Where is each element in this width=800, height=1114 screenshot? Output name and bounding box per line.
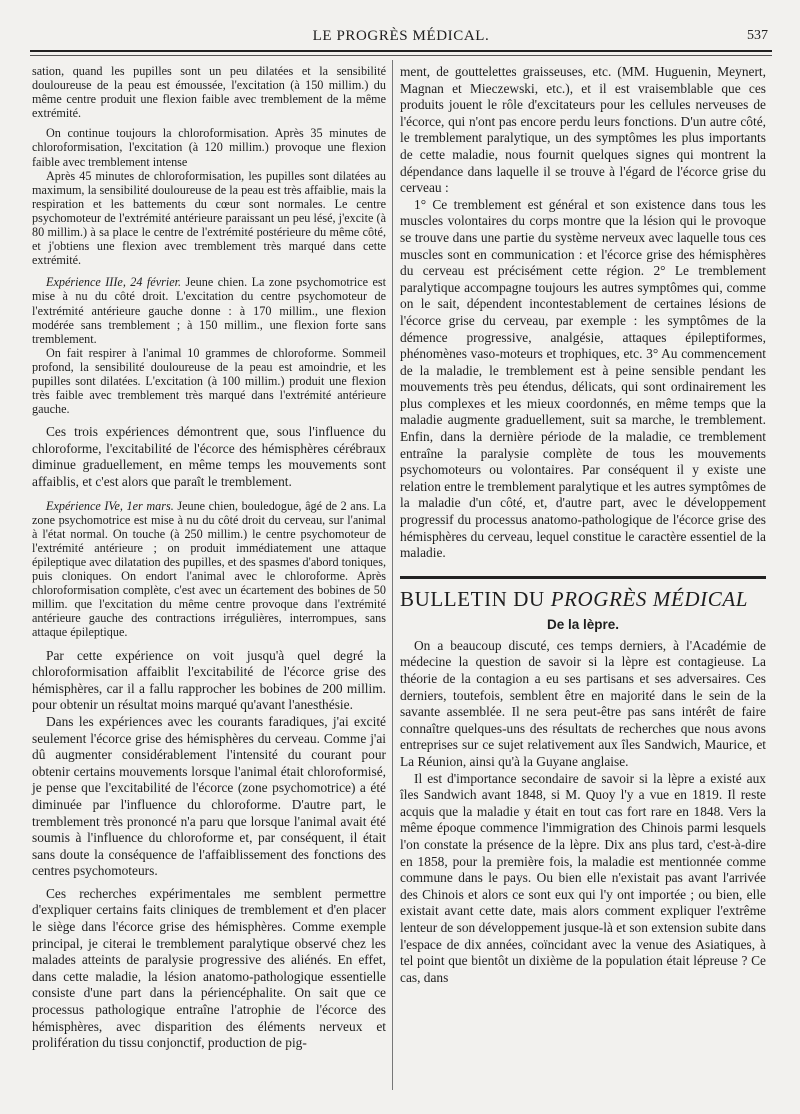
- experiment-paragraph: sation, quand les pupilles sont un peu dilatées et la sensibilité douloureuse de la peau est émoussée, l'excitation (à 150 millim.) du même centre produit une flexion faible avec tremblement de la même extrémité.: [32, 64, 386, 121]
- bulletin-subtitle: De la lèpre.: [546, 616, 620, 632]
- body-paragraph: ment, de gouttelettes graisseuses, etc. (MM. Huguenin, Meynert, Magnan et Mieczewski, etc.), et il est vraisemblable que ces produits jouent le rôle d'excitateurs pour les cellules nerveuses de l'écorce, qui n'ont pas encore perdu leurs fonctions. D'un autre côté, le tremblement paralytique, un des symptômes les plus importants de cette maladie, nous fournit quelques signes qui montrent la dépendance dans laquelle il se trouve à l'égard de l'écorce grise du cerveau :: [400, 64, 766, 196]
- body-paragraph: Il est d'importance secondaire de savoir si la lèpre a existé aux îles Sandwich avant 1848, si M. Quoy l'y a vue en 1819. Il reste acquis que la maladie y était en tout cas fort rare en 1848. Vers la même époque commence l'immigration des Chinois parmi lesquels l'on constate la présence de la lèpre. Dix ans plus tard, c'est-à-dire en 1858, pour la première fois, la maladie est mentionnée comme commune dans le pays. Ou bien elle n'existait pas avant l'arrivée des Chinois et alors ce sont eux qui l'y ont importée ; ou bien, elle existait avant cette date, mais alors comment expliquer l'extrême lenteur de son développement jusque-là et son extension subite dans l'espace de dix années, coïncidant avec la venue des Asiatiques, à tel point que bientôt un dixième de la population était lépreuse ? Ce cas, dans: [400, 770, 766, 985]
- bulletin-section: [400, 576, 766, 986]
- header-rule: [30, 50, 772, 52]
- bulletin-title-prefix: BULLETIN DU: [400, 586, 551, 611]
- running-header: [30, 28, 772, 50]
- experiment-paragraph: [32, 499, 386, 640]
- right-column: [400, 64, 766, 986]
- experiment-text: Jeune chien. La zone psychomotrice est mise à nu du côté droit. L'excitation du centre psychomoteur de l'extrémité antérieure gauche donne : à 170 millim., une flexion modérée sans tremblement ; à 150 millim., une flexion forte sans tremblement.: [32, 275, 386, 346]
- bulletin-title-journal: PROGRÈS MÉDICAL: [550, 586, 749, 611]
- header-rule-thin: [30, 55, 772, 56]
- body-paragraph: Dans les expériences avec les courants faradiques, j'ai excité seulement l'écorce grise des hémisphères du cerveau. Comme j'ai dû augmenter considérablement l'intensité du courant pour obtenir certains mouvements lorsque l'animal était chloroformisé, je pense que l'excitabilité de l'écorce (zone psychomotrice) a été diminuée par l'influence du chloroforme. D'autre part, le tremblement très prononcé n'a paru que lorsque l'animal avait été soumis à l'influence du chloroforme et, par conséquent, il était sans doute la conséquence de l'affaiblissement des fonctions des centres psychomoteurs.: [32, 713, 386, 879]
- experiment-paragraph: [32, 275, 386, 345]
- experiment-paragraph: Après 45 minutes de chloroformisation, les pupilles sont dilatées au maximum, la sensibilité douloureuse de la peau est très affaiblie, mais la respiration et les battements du cœur sont normales. Le centre psychomoteur de l'extrémité antérieure paraissant un peu lésé, j'excite (à 80 millim.) à sa place le centre de l'extrémité postérieure du même côté, et j'obtiens une flexion avec tremblement très marqué dans cette extrémité.: [32, 168, 386, 268]
- experiment-paragraph: On fait respirer à l'animal 10 grammes de chloroforme. Sommeil profond, la sensibilité douloureuse de la peau est amoindrie, et les pupilles sont dilatées. L'excitation (à 100 millim.) produit une flexion très faible avec tremblement très marqué dans l'extrémité antérieure gauche.: [32, 345, 386, 417]
- running-title: LE PROGRÈS MÉDICAL.: [312, 28, 490, 44]
- body-paragraph: On a beaucoup discuté, ces temps derniers, à l'Académie de médecine la question de savoir si la lèpre est contagieuse. La théorie de la contagion a eu ses partisans et ses adversaires. Ces derniers, toutefois, semblent être en majorité dans le sein de la savante assemblée. Il ne sera peut-être pas sans intérêt de faire connaître quelques-uns des résultats de recherches que nous avons entreprises sur ce sujet relativement aux îles Sandwich, Maurice, et La Réunion, ainsi qu'à la Guyane anglaise.: [400, 637, 766, 769]
- body-paragraph: Ces recherches expérimentales me semblent permettre d'expliquer certains faits cliniques de tremblement et d'en placer le siège dans l'écorce grise des hémisphères. Comme exemple principal, je citerai le tremblement paralytique observé chez les malades atteints de paralysie progressive des aliénés. En effet, dans cette maladie, la lésion anatomo-pathologique essentielle consiste d'une part dans la périencéphalite. On sait que ce processus pathologique entraîne l'atrophie de l'écorce des hémisphères, avec disparition des éléments nerveux et prolifération du tissu conjonctif, production de pig-: [32, 885, 386, 1051]
- left-column: [32, 64, 386, 1052]
- body-paragraph: Ces trois expériences démontrent que, sous l'influence du chloroforme, l'excitabilité de l'écorce des hémisphères cérébraux diminue graduellement, en même temps les mouvements sont affaiblis, et c'est alors que paraît le tremblement.: [32, 424, 386, 490]
- experiment-label: Expérience IIIe, 24 février.: [46, 275, 182, 290]
- experiment-text: Jeune chien, bouledogue, âgé de 2 ans. La zone psychomotrice est mise à nu du côté droit du cerveau, sur l'animal à l'état normal. On touche (à 250 millim.) le centre psychomoteur de l'extrémité antérieure ; on produit immédiatement une attaque épileptique avec dilatation des pupilles, et des spasmes d'abord toniques, puis cloniques. On endort l'animal avec le chloroforme. Après chloroformisation complète, c'est avec un écartement des bobines de 50 millim. que l'excitation du même centre provoque dans l'extrémité antérieure gauche des contractions irrégulières, interrompues, sans attaque épileptique.: [32, 498, 386, 640]
- body-paragraph: 1° Ce tremblement est général et son existence dans tous les muscles volontaires du corps montre que la lésion qui le provoque se trouve dans une partie du système nerveux avec laquelle tous ces muscles sont en communication : et l'écorce grise des hémisphères du cerveau est précisément cette région. 2° Le tremblement paralytique accompagne toujours les autres symptômes qui, comme on le sait, dépendent incontestablement de certaines lésions de l'écorce grise du cerveau, par exemple : les symptômes de la démence progressive, analgésie, attaques épileptiformes, phénomènes vaso-moteurs et trophiques, etc. 3° Au commencement de la maladie, le tremblement est à peine sensible pendant les mouvements très peu étendus, délicats, qui sont ordinairement les plus complexes et les mieux coordonnés, en même temps que la maladie augmente graduellement, suit sa marche, le tremblement. Enfin, dans la dernière période de la maladie, ce tremblement entraîne la paralysie complète de tous les mouvements psychomoteurs ou volontaires. Par conséquent il y existe une relation entre le tremblement paralytique et les autres symptômes de la maladie d'un côté, et, d'autre part, avec le développement progressif du processus anatomo-pathologique de l'écorce grise des hémisphères du cerveau, lequel constitue le caractère essentiel de la maladie.: [400, 196, 766, 561]
- body-paragraph: Par cette expérience on voit jusqu'à quel degré la chloroformisation affaiblit l'excitabilité de l'écorce grise des hémisphères, car il a fallu rapprocher les bobines de 200 millim. pour obtenir un résultat moins marqué qu'avant l'anesthésie.: [32, 647, 386, 713]
- bulletin-title: [400, 587, 766, 611]
- column-divider: [392, 60, 393, 1090]
- experiment-label: Expérience IVe, 1er mars.: [46, 498, 174, 513]
- experiment-paragraph: On continue toujours la chloroformisation. Après 35 minutes de chloroformisation, l'excitation (à 120 millim.) provoque une flexion faible avec tremblement intense: [32, 126, 386, 169]
- page-number: 537: [747, 28, 768, 43]
